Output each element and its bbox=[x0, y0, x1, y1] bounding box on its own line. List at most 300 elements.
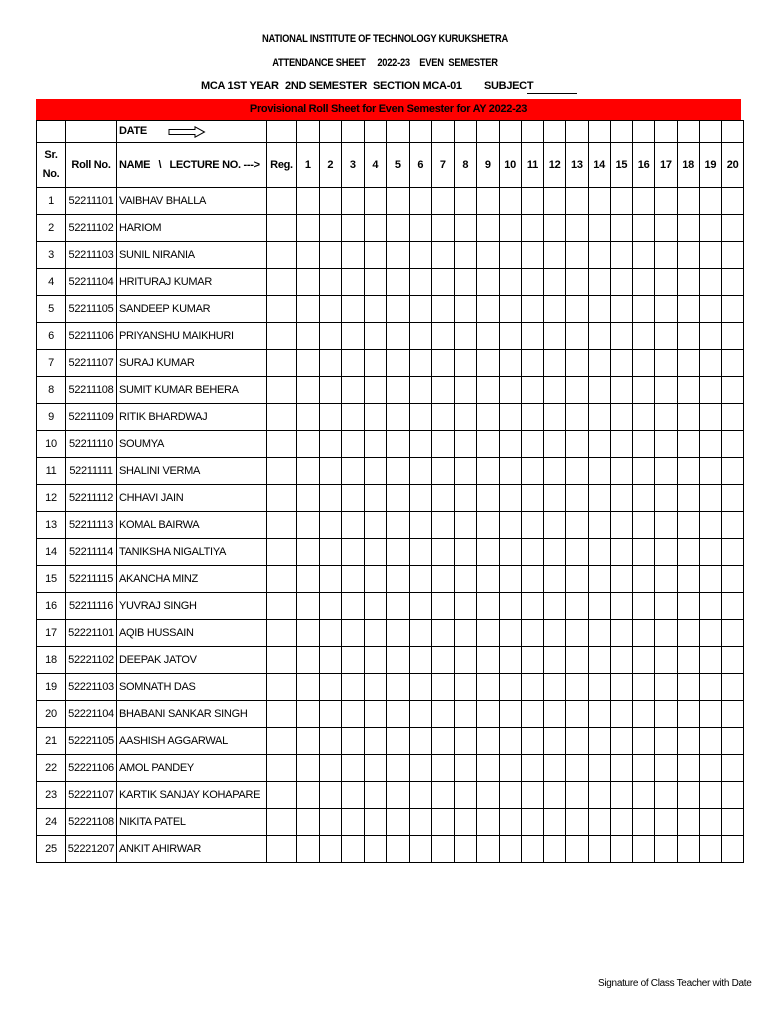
attendance-cell[interactable] bbox=[477, 647, 500, 674]
attendance-cell[interactable] bbox=[477, 404, 500, 431]
attendance-cell[interactable] bbox=[521, 485, 543, 512]
attendance-cell[interactable] bbox=[722, 404, 744, 431]
attendance-cell[interactable] bbox=[454, 701, 477, 728]
attendance-cell[interactable] bbox=[655, 620, 677, 647]
attendance-cell[interactable] bbox=[432, 566, 455, 593]
attendance-cell[interactable] bbox=[454, 188, 477, 215]
attendance-cell[interactable] bbox=[677, 458, 699, 485]
attendance-cell[interactable] bbox=[699, 566, 721, 593]
attendance-cell[interactable] bbox=[342, 377, 365, 404]
attendance-cell[interactable] bbox=[342, 404, 365, 431]
attendance-cell[interactable] bbox=[544, 539, 566, 566]
attendance-cell[interactable] bbox=[544, 242, 566, 269]
attendance-cell[interactable] bbox=[722, 809, 744, 836]
attendance-cell[interactable] bbox=[387, 215, 410, 242]
attendance-cell[interactable] bbox=[521, 674, 543, 701]
attendance-cell[interactable] bbox=[633, 728, 655, 755]
attendance-cell[interactable] bbox=[699, 782, 721, 809]
attendance-cell[interactable] bbox=[477, 836, 500, 863]
attendance-cell[interactable] bbox=[342, 188, 365, 215]
attendance-cell[interactable] bbox=[588, 593, 610, 620]
attendance-cell[interactable] bbox=[499, 782, 521, 809]
attendance-cell[interactable] bbox=[387, 188, 410, 215]
attendance-cell[interactable] bbox=[610, 485, 632, 512]
attendance-cell[interactable] bbox=[477, 620, 500, 647]
attendance-cell[interactable] bbox=[588, 188, 610, 215]
attendance-cell[interactable] bbox=[722, 350, 744, 377]
attendance-cell[interactable] bbox=[655, 566, 677, 593]
attendance-cell[interactable] bbox=[521, 269, 543, 296]
attendance-cell[interactable] bbox=[454, 215, 477, 242]
attendance-cell[interactable] bbox=[521, 809, 543, 836]
attendance-cell[interactable] bbox=[319, 728, 342, 755]
attendance-cell[interactable] bbox=[297, 674, 320, 701]
reg-cell[interactable] bbox=[267, 566, 297, 593]
attendance-cell[interactable] bbox=[544, 485, 566, 512]
attendance-cell[interactable] bbox=[342, 323, 365, 350]
attendance-cell[interactable] bbox=[364, 404, 387, 431]
reg-cell[interactable] bbox=[267, 674, 297, 701]
attendance-cell[interactable] bbox=[544, 269, 566, 296]
attendance-cell[interactable] bbox=[297, 296, 320, 323]
attendance-cell[interactable] bbox=[387, 620, 410, 647]
attendance-cell[interactable] bbox=[566, 296, 588, 323]
attendance-cell[interactable] bbox=[722, 269, 744, 296]
attendance-cell[interactable] bbox=[319, 404, 342, 431]
attendance-cell[interactable] bbox=[477, 674, 500, 701]
attendance-cell[interactable] bbox=[633, 296, 655, 323]
attendance-cell[interactable] bbox=[499, 512, 521, 539]
attendance-cell[interactable] bbox=[566, 539, 588, 566]
attendance-cell[interactable] bbox=[499, 296, 521, 323]
attendance-cell[interactable] bbox=[722, 377, 744, 404]
reg-cell[interactable] bbox=[267, 728, 297, 755]
attendance-cell[interactable] bbox=[544, 701, 566, 728]
attendance-cell[interactable] bbox=[319, 782, 342, 809]
attendance-cell[interactable] bbox=[297, 620, 320, 647]
attendance-cell[interactable] bbox=[699, 188, 721, 215]
attendance-cell[interactable] bbox=[297, 539, 320, 566]
attendance-cell[interactable] bbox=[544, 458, 566, 485]
attendance-cell[interactable] bbox=[319, 377, 342, 404]
attendance-cell[interactable] bbox=[722, 539, 744, 566]
attendance-cell[interactable] bbox=[477, 728, 500, 755]
attendance-cell[interactable] bbox=[364, 458, 387, 485]
attendance-cell[interactable] bbox=[521, 755, 543, 782]
attendance-cell[interactable] bbox=[588, 674, 610, 701]
attendance-cell[interactable] bbox=[699, 296, 721, 323]
attendance-cell[interactable] bbox=[588, 512, 610, 539]
attendance-cell[interactable] bbox=[544, 674, 566, 701]
attendance-cell[interactable] bbox=[319, 485, 342, 512]
attendance-cell[interactable] bbox=[319, 755, 342, 782]
attendance-cell[interactable] bbox=[544, 809, 566, 836]
attendance-cell[interactable] bbox=[409, 458, 432, 485]
attendance-cell[interactable] bbox=[387, 755, 410, 782]
attendance-cell[interactable] bbox=[342, 485, 365, 512]
attendance-cell[interactable] bbox=[588, 404, 610, 431]
attendance-cell[interactable] bbox=[722, 242, 744, 269]
attendance-cell[interactable] bbox=[432, 458, 455, 485]
attendance-cell[interactable] bbox=[364, 485, 387, 512]
attendance-cell[interactable] bbox=[544, 431, 566, 458]
attendance-cell[interactable] bbox=[432, 350, 455, 377]
reg-cell[interactable] bbox=[267, 593, 297, 620]
attendance-cell[interactable] bbox=[610, 755, 632, 782]
attendance-cell[interactable] bbox=[566, 674, 588, 701]
attendance-cell[interactable] bbox=[454, 485, 477, 512]
attendance-cell[interactable] bbox=[588, 377, 610, 404]
attendance-cell[interactable] bbox=[319, 566, 342, 593]
attendance-cell[interactable] bbox=[677, 215, 699, 242]
attendance-cell[interactable] bbox=[477, 269, 500, 296]
attendance-cell[interactable] bbox=[566, 593, 588, 620]
attendance-cell[interactable] bbox=[454, 404, 477, 431]
attendance-cell[interactable] bbox=[342, 350, 365, 377]
attendance-cell[interactable] bbox=[722, 782, 744, 809]
attendance-cell[interactable] bbox=[677, 242, 699, 269]
attendance-cell[interactable] bbox=[633, 674, 655, 701]
attendance-cell[interactable] bbox=[409, 323, 432, 350]
attendance-cell[interactable] bbox=[297, 215, 320, 242]
attendance-cell[interactable] bbox=[722, 188, 744, 215]
attendance-cell[interactable] bbox=[566, 404, 588, 431]
attendance-cell[interactable] bbox=[566, 350, 588, 377]
attendance-cell[interactable] bbox=[610, 350, 632, 377]
attendance-cell[interactable] bbox=[409, 674, 432, 701]
attendance-cell[interactable] bbox=[655, 296, 677, 323]
attendance-cell[interactable] bbox=[588, 701, 610, 728]
attendance-cell[interactable] bbox=[677, 485, 699, 512]
attendance-cell[interactable] bbox=[454, 755, 477, 782]
attendance-cell[interactable] bbox=[610, 431, 632, 458]
reg-cell[interactable] bbox=[267, 431, 297, 458]
attendance-cell[interactable] bbox=[342, 512, 365, 539]
attendance-cell[interactable] bbox=[477, 782, 500, 809]
attendance-cell[interactable] bbox=[432, 512, 455, 539]
attendance-cell[interactable] bbox=[633, 593, 655, 620]
attendance-cell[interactable] bbox=[297, 350, 320, 377]
attendance-cell[interactable] bbox=[499, 404, 521, 431]
attendance-cell[interactable] bbox=[722, 647, 744, 674]
reg-cell[interactable] bbox=[267, 539, 297, 566]
attendance-cell[interactable] bbox=[387, 431, 410, 458]
attendance-cell[interactable] bbox=[588, 215, 610, 242]
attendance-cell[interactable] bbox=[521, 350, 543, 377]
attendance-cell[interactable] bbox=[432, 485, 455, 512]
attendance-cell[interactable] bbox=[297, 809, 320, 836]
attendance-cell[interactable] bbox=[387, 809, 410, 836]
attendance-cell[interactable] bbox=[655, 674, 677, 701]
attendance-cell[interactable] bbox=[588, 458, 610, 485]
attendance-cell[interactable] bbox=[521, 836, 543, 863]
attendance-cell[interactable] bbox=[699, 539, 721, 566]
attendance-cell[interactable] bbox=[610, 539, 632, 566]
attendance-cell[interactable] bbox=[297, 782, 320, 809]
attendance-cell[interactable] bbox=[387, 242, 410, 269]
attendance-cell[interactable] bbox=[655, 539, 677, 566]
attendance-cell[interactable] bbox=[566, 701, 588, 728]
attendance-cell[interactable] bbox=[409, 593, 432, 620]
attendance-cell[interactable] bbox=[454, 269, 477, 296]
attendance-cell[interactable] bbox=[387, 836, 410, 863]
attendance-cell[interactable] bbox=[588, 647, 610, 674]
attendance-cell[interactable] bbox=[319, 674, 342, 701]
attendance-cell[interactable] bbox=[477, 566, 500, 593]
attendance-cell[interactable] bbox=[477, 215, 500, 242]
attendance-cell[interactable] bbox=[722, 674, 744, 701]
attendance-cell[interactable] bbox=[544, 728, 566, 755]
attendance-cell[interactable] bbox=[677, 647, 699, 674]
attendance-cell[interactable] bbox=[477, 242, 500, 269]
attendance-cell[interactable] bbox=[454, 647, 477, 674]
attendance-cell[interactable] bbox=[477, 701, 500, 728]
attendance-cell[interactable] bbox=[655, 458, 677, 485]
attendance-cell[interactable] bbox=[409, 782, 432, 809]
attendance-cell[interactable] bbox=[432, 188, 455, 215]
attendance-cell[interactable] bbox=[297, 836, 320, 863]
attendance-cell[interactable] bbox=[521, 728, 543, 755]
attendance-cell[interactable] bbox=[521, 593, 543, 620]
reg-cell[interactable] bbox=[267, 296, 297, 323]
attendance-cell[interactable] bbox=[566, 755, 588, 782]
attendance-cell[interactable] bbox=[722, 701, 744, 728]
attendance-cell[interactable] bbox=[544, 620, 566, 647]
attendance-cell[interactable] bbox=[499, 809, 521, 836]
attendance-cell[interactable] bbox=[544, 755, 566, 782]
attendance-cell[interactable] bbox=[655, 782, 677, 809]
attendance-cell[interactable] bbox=[432, 755, 455, 782]
attendance-cell[interactable] bbox=[409, 242, 432, 269]
attendance-cell[interactable] bbox=[342, 296, 365, 323]
attendance-cell[interactable] bbox=[655, 350, 677, 377]
attendance-cell[interactable] bbox=[544, 593, 566, 620]
attendance-cell[interactable] bbox=[699, 350, 721, 377]
attendance-cell[interactable] bbox=[319, 836, 342, 863]
attendance-cell[interactable] bbox=[342, 728, 365, 755]
attendance-cell[interactable] bbox=[655, 755, 677, 782]
attendance-cell[interactable] bbox=[409, 836, 432, 863]
attendance-cell[interactable] bbox=[633, 566, 655, 593]
attendance-cell[interactable] bbox=[432, 701, 455, 728]
attendance-cell[interactable] bbox=[409, 566, 432, 593]
attendance-cell[interactable] bbox=[521, 188, 543, 215]
attendance-cell[interactable] bbox=[521, 323, 543, 350]
attendance-cell[interactable] bbox=[364, 296, 387, 323]
attendance-cell[interactable] bbox=[521, 296, 543, 323]
attendance-cell[interactable] bbox=[387, 539, 410, 566]
attendance-cell[interactable] bbox=[610, 566, 632, 593]
attendance-cell[interactable] bbox=[454, 809, 477, 836]
attendance-cell[interactable] bbox=[499, 701, 521, 728]
attendance-cell[interactable] bbox=[566, 647, 588, 674]
attendance-cell[interactable] bbox=[655, 269, 677, 296]
attendance-cell[interactable] bbox=[610, 593, 632, 620]
attendance-cell[interactable] bbox=[342, 701, 365, 728]
attendance-cell[interactable] bbox=[633, 539, 655, 566]
attendance-cell[interactable] bbox=[454, 296, 477, 323]
attendance-cell[interactable] bbox=[566, 620, 588, 647]
attendance-cell[interactable] bbox=[432, 404, 455, 431]
attendance-cell[interactable] bbox=[364, 674, 387, 701]
attendance-cell[interactable] bbox=[499, 647, 521, 674]
attendance-cell[interactable] bbox=[432, 242, 455, 269]
attendance-cell[interactable] bbox=[655, 485, 677, 512]
reg-cell[interactable] bbox=[267, 242, 297, 269]
attendance-cell[interactable] bbox=[319, 620, 342, 647]
attendance-cell[interactable] bbox=[633, 431, 655, 458]
attendance-cell[interactable] bbox=[409, 431, 432, 458]
attendance-cell[interactable] bbox=[566, 431, 588, 458]
attendance-cell[interactable] bbox=[566, 323, 588, 350]
reg-cell[interactable] bbox=[267, 269, 297, 296]
attendance-cell[interactable] bbox=[432, 728, 455, 755]
attendance-cell[interactable] bbox=[477, 431, 500, 458]
attendance-cell[interactable] bbox=[588, 755, 610, 782]
attendance-cell[interactable] bbox=[566, 566, 588, 593]
attendance-cell[interactable] bbox=[409, 485, 432, 512]
attendance-cell[interactable] bbox=[477, 593, 500, 620]
attendance-cell[interactable] bbox=[521, 215, 543, 242]
attendance-cell[interactable] bbox=[342, 539, 365, 566]
attendance-cell[interactable] bbox=[499, 188, 521, 215]
attendance-cell[interactable] bbox=[677, 593, 699, 620]
attendance-cell[interactable] bbox=[297, 323, 320, 350]
attendance-cell[interactable] bbox=[454, 836, 477, 863]
attendance-cell[interactable] bbox=[297, 701, 320, 728]
attendance-cell[interactable] bbox=[319, 512, 342, 539]
attendance-cell[interactable] bbox=[633, 809, 655, 836]
attendance-cell[interactable] bbox=[699, 728, 721, 755]
attendance-cell[interactable] bbox=[409, 755, 432, 782]
reg-cell[interactable] bbox=[267, 188, 297, 215]
attendance-cell[interactable] bbox=[499, 566, 521, 593]
attendance-cell[interactable] bbox=[364, 701, 387, 728]
attendance-cell[interactable] bbox=[677, 539, 699, 566]
attendance-cell[interactable] bbox=[319, 188, 342, 215]
attendance-cell[interactable] bbox=[633, 485, 655, 512]
reg-cell[interactable] bbox=[267, 404, 297, 431]
attendance-cell[interactable] bbox=[655, 647, 677, 674]
attendance-cell[interactable] bbox=[364, 728, 387, 755]
attendance-cell[interactable] bbox=[319, 242, 342, 269]
attendance-cell[interactable] bbox=[521, 404, 543, 431]
attendance-cell[interactable] bbox=[588, 566, 610, 593]
attendance-cell[interactable] bbox=[521, 242, 543, 269]
attendance-cell[interactable] bbox=[319, 539, 342, 566]
attendance-cell[interactable] bbox=[588, 431, 610, 458]
attendance-cell[interactable] bbox=[297, 755, 320, 782]
attendance-cell[interactable] bbox=[722, 755, 744, 782]
attendance-cell[interactable] bbox=[521, 782, 543, 809]
attendance-cell[interactable] bbox=[566, 485, 588, 512]
attendance-cell[interactable] bbox=[722, 836, 744, 863]
attendance-cell[interactable] bbox=[432, 431, 455, 458]
attendance-cell[interactable] bbox=[387, 566, 410, 593]
attendance-cell[interactable] bbox=[677, 350, 699, 377]
attendance-cell[interactable] bbox=[655, 377, 677, 404]
attendance-cell[interactable] bbox=[588, 836, 610, 863]
attendance-cell[interactable] bbox=[387, 728, 410, 755]
attendance-cell[interactable] bbox=[521, 647, 543, 674]
attendance-cell[interactable] bbox=[477, 296, 500, 323]
attendance-cell[interactable] bbox=[633, 323, 655, 350]
attendance-cell[interactable] bbox=[499, 323, 521, 350]
attendance-cell[interactable] bbox=[722, 512, 744, 539]
attendance-cell[interactable] bbox=[499, 377, 521, 404]
attendance-cell[interactable] bbox=[588, 620, 610, 647]
attendance-cell[interactable] bbox=[521, 431, 543, 458]
attendance-cell[interactable] bbox=[633, 620, 655, 647]
attendance-cell[interactable] bbox=[319, 647, 342, 674]
attendance-cell[interactable] bbox=[699, 836, 721, 863]
attendance-cell[interactable] bbox=[409, 269, 432, 296]
attendance-cell[interactable] bbox=[655, 404, 677, 431]
attendance-cell[interactable] bbox=[699, 647, 721, 674]
attendance-cell[interactable] bbox=[544, 323, 566, 350]
reg-cell[interactable] bbox=[267, 782, 297, 809]
attendance-cell[interactable] bbox=[364, 647, 387, 674]
attendance-cell[interactable] bbox=[477, 377, 500, 404]
attendance-cell[interactable] bbox=[297, 431, 320, 458]
attendance-cell[interactable] bbox=[699, 674, 721, 701]
attendance-cell[interactable] bbox=[364, 215, 387, 242]
attendance-cell[interactable] bbox=[677, 296, 699, 323]
attendance-cell[interactable] bbox=[544, 215, 566, 242]
attendance-cell[interactable] bbox=[588, 809, 610, 836]
attendance-cell[interactable] bbox=[699, 701, 721, 728]
attendance-cell[interactable] bbox=[319, 296, 342, 323]
attendance-cell[interactable] bbox=[588, 728, 610, 755]
attendance-cell[interactable] bbox=[409, 296, 432, 323]
attendance-cell[interactable] bbox=[319, 701, 342, 728]
attendance-cell[interactable] bbox=[544, 566, 566, 593]
attendance-cell[interactable] bbox=[544, 512, 566, 539]
attendance-cell[interactable] bbox=[633, 215, 655, 242]
attendance-cell[interactable] bbox=[454, 458, 477, 485]
attendance-cell[interactable] bbox=[342, 755, 365, 782]
attendance-cell[interactable] bbox=[432, 593, 455, 620]
attendance-cell[interactable] bbox=[722, 620, 744, 647]
attendance-cell[interactable] bbox=[364, 350, 387, 377]
attendance-cell[interactable] bbox=[588, 296, 610, 323]
attendance-cell[interactable] bbox=[432, 539, 455, 566]
attendance-cell[interactable] bbox=[588, 539, 610, 566]
attendance-cell[interactable] bbox=[633, 350, 655, 377]
attendance-cell[interactable] bbox=[364, 242, 387, 269]
attendance-cell[interactable] bbox=[610, 620, 632, 647]
attendance-cell[interactable] bbox=[364, 512, 387, 539]
attendance-cell[interactable] bbox=[454, 782, 477, 809]
attendance-cell[interactable] bbox=[432, 323, 455, 350]
attendance-cell[interactable] bbox=[699, 458, 721, 485]
attendance-cell[interactable] bbox=[387, 647, 410, 674]
attendance-cell[interactable] bbox=[699, 809, 721, 836]
attendance-cell[interactable] bbox=[588, 269, 610, 296]
attendance-cell[interactable] bbox=[544, 836, 566, 863]
attendance-cell[interactable] bbox=[477, 188, 500, 215]
attendance-cell[interactable] bbox=[610, 215, 632, 242]
attendance-cell[interactable] bbox=[610, 404, 632, 431]
attendance-cell[interactable] bbox=[387, 593, 410, 620]
reg-cell[interactable] bbox=[267, 647, 297, 674]
attendance-cell[interactable] bbox=[588, 242, 610, 269]
attendance-cell[interactable] bbox=[677, 431, 699, 458]
attendance-cell[interactable] bbox=[364, 323, 387, 350]
attendance-cell[interactable] bbox=[342, 674, 365, 701]
attendance-cell[interactable] bbox=[364, 782, 387, 809]
attendance-cell[interactable] bbox=[364, 620, 387, 647]
